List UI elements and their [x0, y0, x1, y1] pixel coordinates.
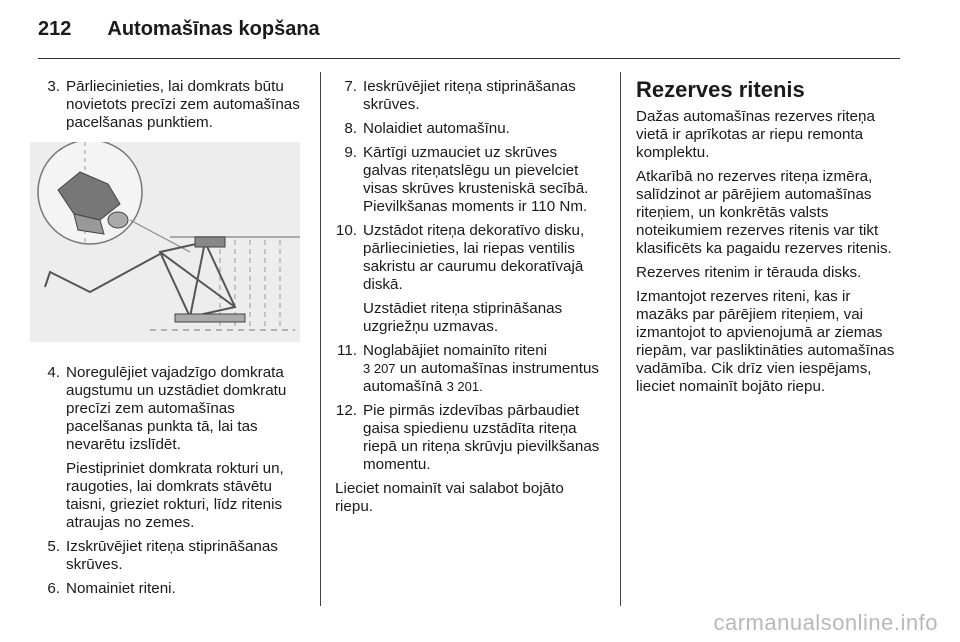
step-text [363, 342, 605, 396]
closing-note: Lieciet nomainīt vai salabot bojāto riepu. [335, 480, 564, 515]
page-number: 212 [38, 18, 72, 40]
step-number: 4. [47, 364, 60, 381]
step-10 [335, 222, 605, 336]
step-text-continued: Uzstādiet riteņa stiprināšanas uzgriežņu uzmavas. [363, 300, 563, 335]
step-text: Uzstādot riteņa dekoratīvo disku, pārliecinieties, lai riepas ventilis sakristu ar caurumu dekoratīvajā diskā. [363, 222, 585, 293]
step-4 [42, 364, 304, 532]
step-text-part: un automašīnas instrumentus automašīnā [363, 360, 599, 395]
step-text: Pie pirmās izdevības pārbaudiet gaisa spiedienu uzstādīta riteņa riepā un riteņa skrūvju pievilkšanas momentu. [363, 402, 600, 473]
step-text: Noregulējiet vajadzīgo domkrata augstumu un uzstādiet domkratu precīzi zem automašīnas pacelšanas punkta tā, lai tas nevarētu izslīdēt. [66, 364, 287, 453]
step-7 [335, 78, 605, 114]
step-5 [42, 538, 304, 574]
step-8 [335, 120, 605, 138]
jack-illustration [30, 142, 300, 342]
paragraph: Izmantojot rezerves riteni, kas ir mazāks par pārējiem riteņiem, vai izmantojot to apvienojumā ar ziemas riepām, var pasliktināties automašīnas vadāmība. Cik drīz vien iespējams, lieciet nomainīt bojāto riepu. [636, 288, 895, 395]
step-number: 6. [47, 580, 60, 597]
header-divider [38, 58, 900, 59]
page-title: Automašīnas kopšana [107, 18, 320, 40]
page-reference-link[interactable]: 3 201. [446, 379, 483, 394]
column-1 [42, 78, 304, 604]
column-divider-1 [320, 72, 321, 606]
page-reference-link[interactable]: 3 207 [363, 361, 396, 376]
step-number: 5. [47, 538, 60, 555]
watermark: carmanualsonline.info [713, 610, 938, 635]
step-text: Nolaidiet automašīnu. [363, 120, 510, 137]
step-text-part: Noglabājiet nomainīto riteni [363, 342, 548, 359]
step-number: 7. [344, 78, 357, 95]
column-divider-2 [620, 72, 621, 606]
step-number: 3. [47, 78, 60, 95]
step-number: 9. [344, 144, 357, 161]
step-text: Pārliecinieties, lai domkrats būtu novietots precīzi zem automašīnas pacelšanas punktiem. [66, 78, 300, 131]
step-number: 11. [337, 342, 357, 359]
step-text-continued: Piestipriniet domkrata rokturi un, raugoties, lai domkrats stāvētu taisni, grieziet rokturi, līdz ritenis atraujas no zemes. [66, 460, 284, 531]
jack-illustration-drawing [30, 142, 300, 342]
step-number: 10. [335, 222, 357, 239]
step-6 [42, 580, 304, 598]
step-number: 12. [335, 402, 357, 419]
step-text: Ieskrūvējiet riteņa stiprināšanas skrūves. [363, 78, 576, 113]
paragraph: Dažas automašīnas rezerves riteņa vietā ir aprīkotas ar riepu remonta komplektu. [636, 108, 875, 161]
step-text: Kārtīgi uzmauciet uz skrūves galvas riteņatslēgu un pievelciet visas skrūves krusteniskā secībā. Pievilkšanas moments ir 110 Nm. [363, 144, 589, 215]
paragraph: Rezerves ritenim ir tērauda disks. [636, 264, 862, 281]
page-header [38, 18, 320, 48]
step-text: Izskrūvējiet riteņa stiprināšanas skrūves. [66, 538, 278, 573]
column-3 [636, 78, 906, 402]
step-12 [335, 402, 605, 474]
step-11 [335, 342, 605, 396]
step-text: Nomainiet riteni. [66, 580, 176, 597]
step-number: 8. [344, 120, 357, 137]
section-title: Rezerves ritenis [636, 77, 805, 102]
column-2 [335, 78, 605, 522]
paragraph: Atkarībā no rezerves riteņa izmēra, salīdzinot ar pārējiem automašīnas riteņiem, un konkrētās valsts noteikumiem rezerves ritenis var tikt klasificēts ka pagaidu rezerves ritenis. [636, 168, 892, 257]
step-3 [42, 78, 304, 132]
step-9 [335, 144, 605, 216]
